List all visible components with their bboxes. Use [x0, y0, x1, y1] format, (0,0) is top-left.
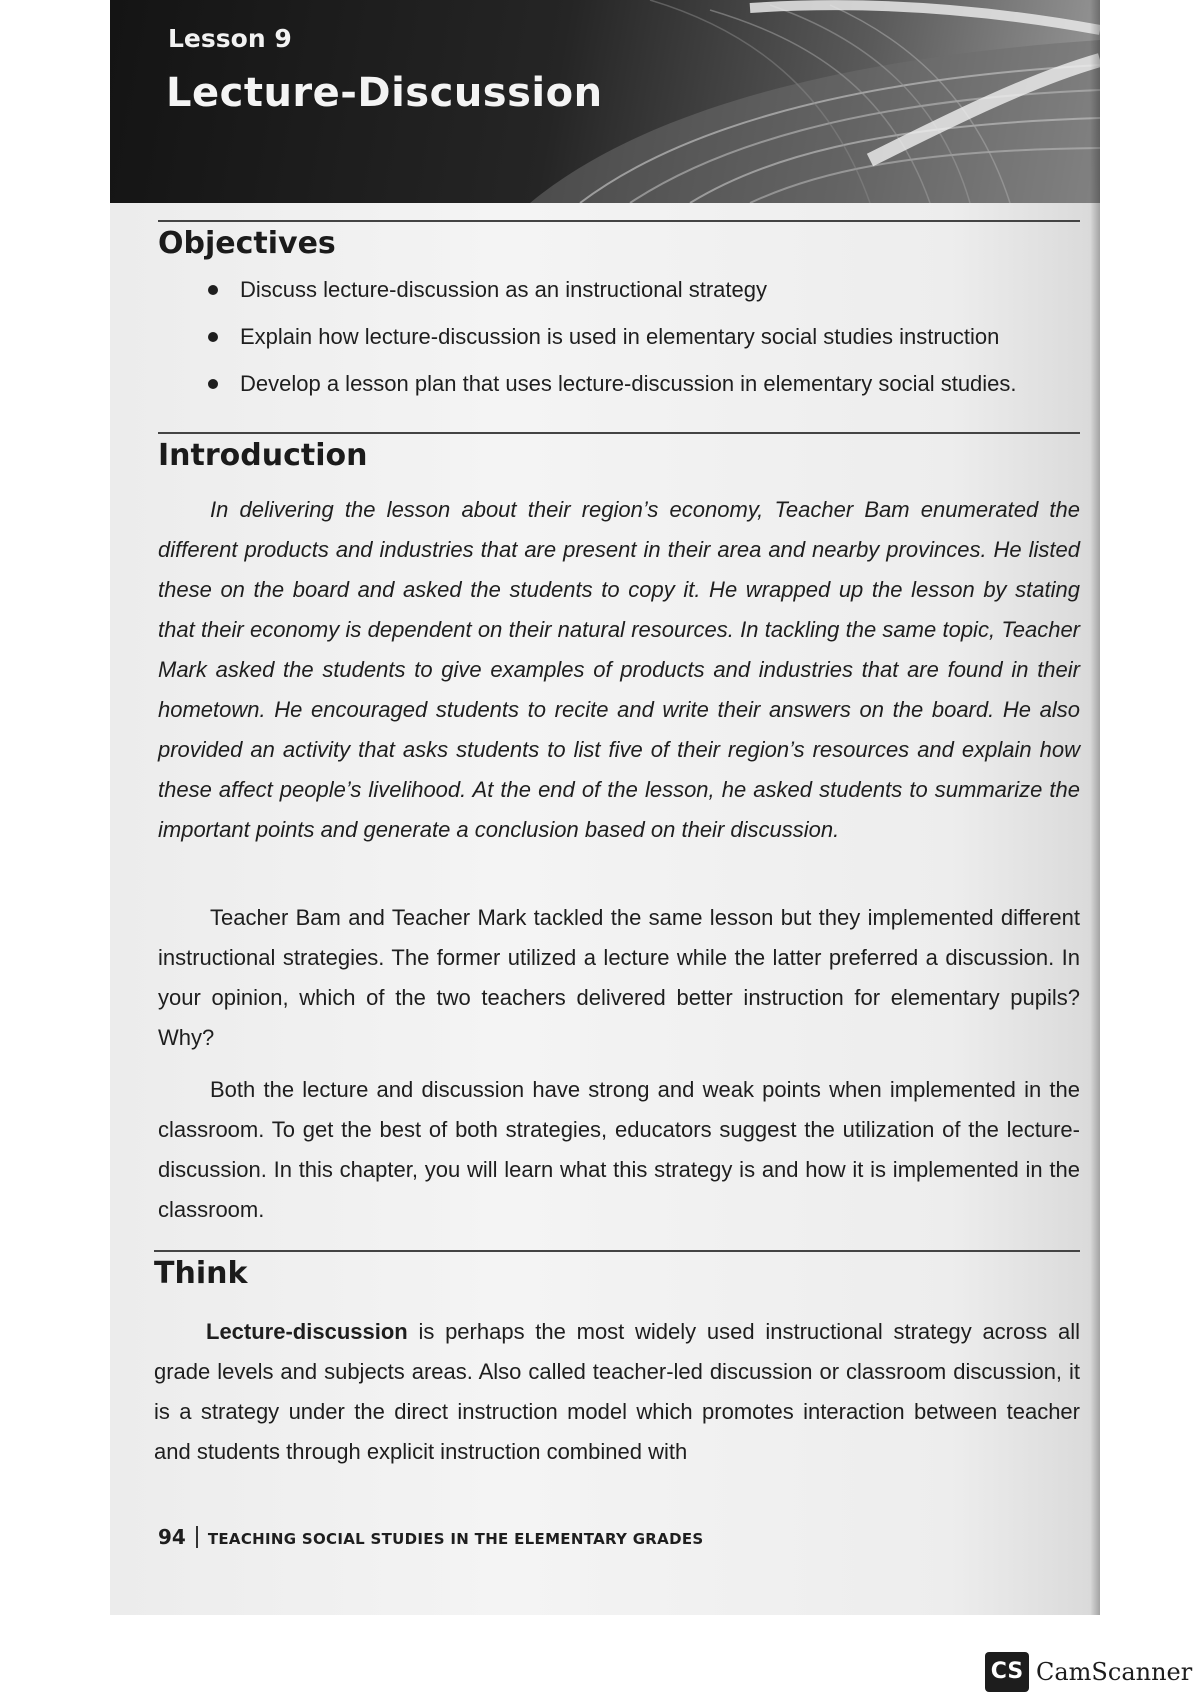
intro-paragraph-scenario: In delivering the lesson about their region’s economy, Teacher Bam enumerated the different products and industries that are present in their area and nearby provinces. He listed these on the board and asked the students to copy it. He wrapped up the lesson by stating that their economy is dependent on their natural resources. In tackling the same topic, Teacher Mark asked the students to give examples of products and industries that are found in their hometown. He encouraged students to recite and write their answers on the board. He also provided an activity that asks students to list five of their region’s resources and explain how these affect people’s livelihood. At the end of the lesson, he asked students to summarize the important points and generate a conclusion based on their discussion. — [158, 497, 1080, 842]
think-paragraph-text: is perhaps the most widely used instructional strategy across all grade levels and subjects areas. Also called teacher-led discussion or classroom discussion, it is a strategy under the direct instruction model which promotes interaction between teacher and students through explicit instruction combined with — [154, 1319, 1080, 1464]
page-edge-shadow — [1090, 0, 1100, 1615]
objective-text: Discuss lecture-discussion as an instructional strategy — [240, 277, 768, 302]
footer-separator — [196, 1526, 198, 1548]
section-divider — [158, 432, 1080, 434]
page-footer — [158, 1525, 703, 1549]
introduction-heading: Introduction — [158, 438, 368, 473]
bullet-icon — [208, 285, 218, 295]
book-page — [110, 0, 1100, 1615]
objective-text: Develop a lesson plan that uses lecture-discussion in elementary social studies. — [240, 371, 1017, 396]
intro-paragraph-overview: Both the lecture and discussion have strong and weak points when implemented in the classroom. To get the best of both strategies, educators suggest the utilization of the lecture-discussion. In this chapter, you will learn what this strategy is and how it is implemented in the classroom. — [158, 1077, 1080, 1222]
bullet-icon — [208, 332, 218, 342]
think-heading: Think — [154, 1256, 248, 1291]
lesson-number: Lesson 9 — [168, 24, 292, 53]
think-paragraph — [154, 1312, 1080, 1472]
section-divider — [154, 1250, 1080, 1252]
intro-paragraph-question: Teacher Bam and Teacher Mark tackled the same lesson but they implemented different instructional strategies. The former utilized a lecture while the latter preferred a discussion. In your opinion, which of the two teachers delivered better instruction for elementary pupils? Why? — [158, 905, 1080, 1050]
objectives-list — [200, 270, 1080, 411]
lesson-banner — [110, 0, 1100, 203]
key-term: Lecture-discussion — [206, 1319, 408, 1344]
bullet-icon — [208, 379, 218, 389]
camscanner-logo-icon: CS — [985, 1652, 1029, 1692]
section-divider — [158, 220, 1080, 222]
book-title: TEACHING SOCIAL STUDIES IN THE ELEMENTARY GRADES — [207, 1530, 704, 1548]
objective-item — [200, 317, 1080, 364]
objective-item — [200, 270, 1080, 317]
objectives-heading: Objectives — [158, 226, 336, 261]
objective-text: Explain how lecture-discussion is used in elementary social studies instruction — [240, 324, 1000, 349]
objective-item — [200, 364, 1080, 411]
lesson-title: Lecture-Discussion — [166, 70, 603, 116]
page-number: 94 — [158, 1525, 186, 1549]
camscanner-label: CamScanner — [1036, 1658, 1193, 1686]
